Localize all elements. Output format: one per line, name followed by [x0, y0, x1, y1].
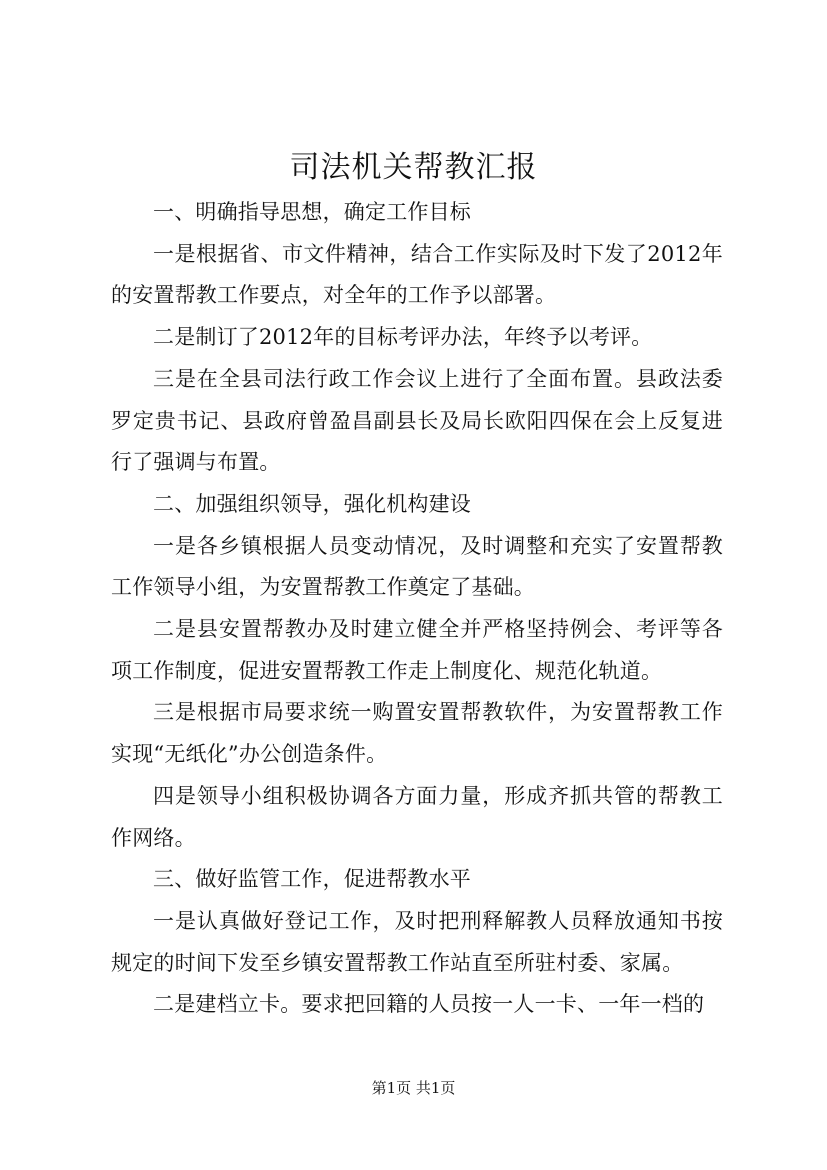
section-heading-1: 一、明确指导思想，确定工作目标	[153, 200, 471, 224]
document-title: 司法机关帮教汇报	[289, 150, 538, 185]
paragraph: 三是根据市局要求统一购置安置帮教软件，为安置帮教工作实现“无纸化”办公创造条件。	[111, 700, 723, 767]
page-number-footer: 第1页 共1页	[371, 1079, 456, 1097]
paragraph: 一是根据省、市文件精神，结合工作实际及时下发了2012年的安置帮教工作要点，对全年的工作予以部署。	[111, 241, 723, 308]
paragraph: 一是认真做好登记工作，及时把刑释解教人员释放通知书按规定的时间下发至乡镇安置帮教工作站直至所驻村委、家属。	[111, 908, 723, 975]
paragraph: 二是县安置帮教办及时建立健全并严格坚持例会、考评等各项工作制度，促进安置帮教工作走上制度化、规范化轨道。	[111, 617, 723, 683]
paragraph: 三是在全县司法行政工作会议上进行了全面布置。县政法委罗定贵书记、县政府曾盈昌副县长及局长欧阳四保在会上反复进行了强调与布置。	[111, 366, 723, 475]
paragraph: 二是建档立卡。要求把回籍的人员按一人一卡、一年一档的	[153, 992, 705, 1017]
paragraph: 一是各乡镇根据人员变动情况，及时调整和充实了安置帮教工作领导小组，为安置帮教工作奠定了基础。	[111, 533, 723, 600]
paragraph: 四是领导小组积极协调各方面力量，形成齐抓共管的帮教工作网络。	[111, 783, 723, 850]
section-heading-3: 三、做好监管工作，促进帮教水平	[153, 867, 471, 892]
section-heading-2: 二、加强组织领导，强化机构建设	[153, 491, 471, 516]
document-body	[111, 192, 723, 1026]
paragraph: 二是制订了2012年的目标考评办法，年终予以考评。	[153, 325, 653, 350]
